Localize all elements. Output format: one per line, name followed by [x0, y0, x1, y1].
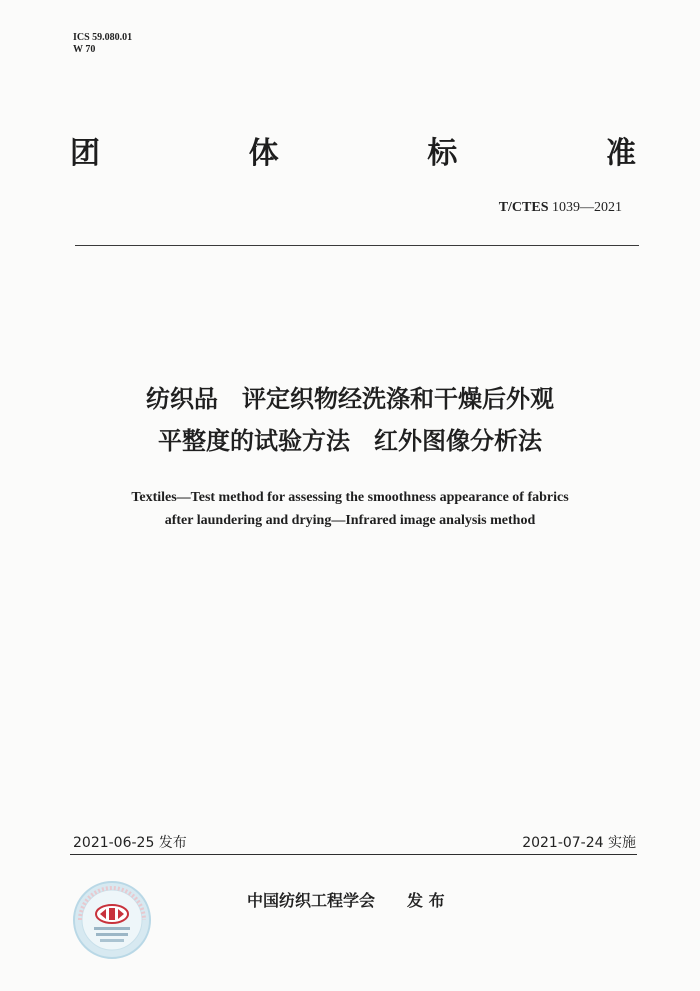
standard-type-char: 团: [70, 136, 100, 171]
standard-code-prefix: T/CTES: [498, 200, 549, 215]
ics-code: ICS 59.080.01: [73, 32, 133, 43]
standard-type-heading: [70, 128, 636, 172]
chinese-title: [0, 378, 700, 462]
implementation-date: 2021-07-24 实施: [522, 835, 636, 851]
standard-type-char: 体: [248, 136, 279, 171]
english-title: [0, 486, 700, 532]
publisher-line: [247, 888, 445, 911]
standard-type-char: 准: [605, 136, 636, 171]
publisher-name: 中国纺织工程学会: [247, 891, 376, 910]
standard-code: [499, 200, 622, 216]
header-divider: [75, 245, 639, 246]
english-title-line-2: after laundering and drying—Infrared image analysis method: [164, 513, 536, 528]
chinese-title-line-1: 纺织品 评定织物经洗涤和干燥后外观: [146, 385, 554, 413]
classification-codes: [73, 32, 132, 56]
english-title-line-1: Textiles—Test method for assessing the smoothness appearance of fabrics: [131, 490, 569, 505]
standard-type-char: 标: [427, 136, 458, 171]
issue-date: 2021-06-25 发布: [73, 835, 187, 851]
anti-counterfeit-seal-icon: [72, 880, 152, 960]
footer-divider: [70, 854, 637, 855]
ccs-code: W 70: [73, 44, 96, 55]
standard-code-number: 1039—2021: [552, 200, 622, 215]
chinese-title-line-2: 平整度的试验方法 红外图像分析法: [158, 427, 542, 455]
publisher-action: 发 布: [407, 891, 445, 910]
